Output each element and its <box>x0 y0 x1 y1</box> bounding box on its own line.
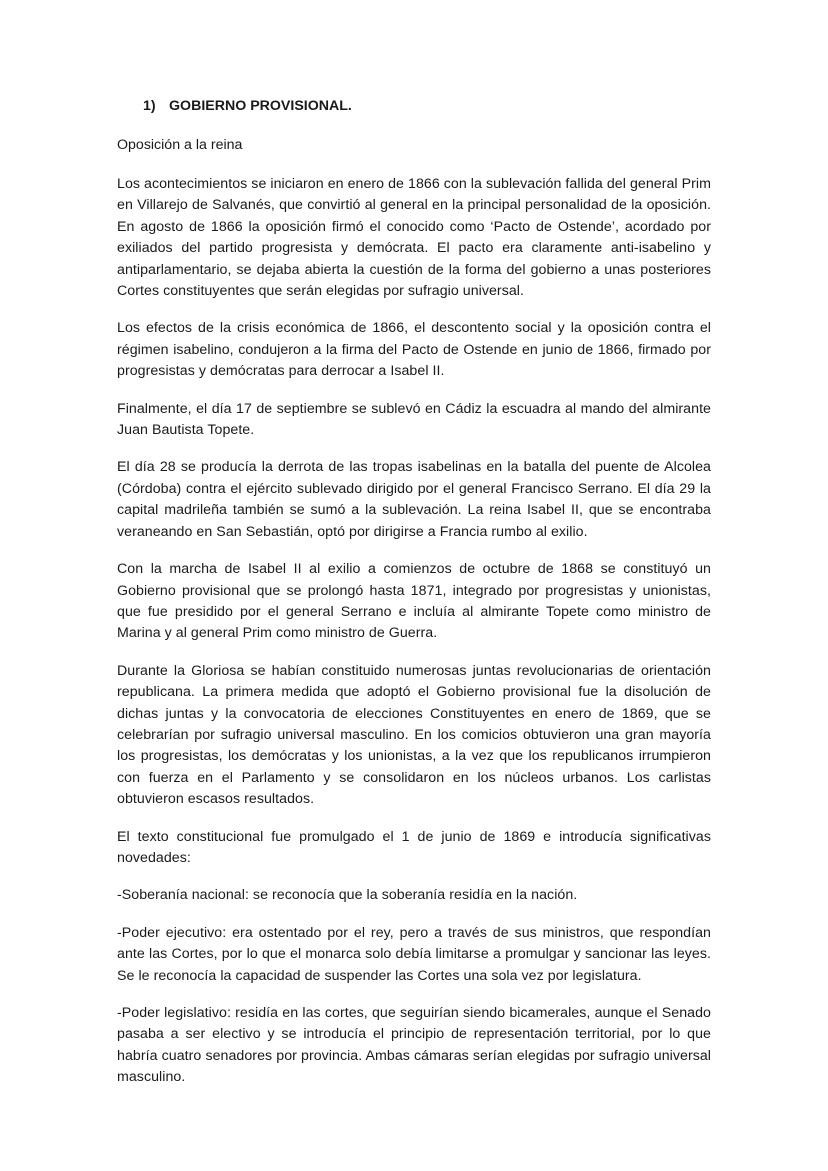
subsection-title: Oposición a la reina <box>117 137 243 153</box>
paragraph: Los efectos de la crisis económica de 1866, el descontento social y la oposición contra el régimen isabelino, condujeron a la firma del Pacto de Ostende en junio de 1866, firmado por progresistas y demócratas para derrocar a Isabel II. <box>117 320 711 380</box>
section-number: 1) <box>143 98 156 114</box>
paragraph: Los acontecimientos se iniciaron en enero de 1866 con la sublevación fallida del general Prim en Villarejo de Salvanés, que convirtió al general en la principal personalidad de la oposición. En agosto de 1866 la oposición firmó el conocido como ‘Pacto de Ostende’, acordado por exiliados del partido progresista y demócrata. El pacto era claramente anti-isabelino y antiparlamentario, se dejaba abierta la cuestión de la forma del gobierno a unas posteriores Cortes constituyentes que serán elegidas por sufragio universal. <box>117 176 711 300</box>
list-item: -Poder legislativo: residía en las cortes, que seguirían siendo bicamerales, aunque el Senado pasaba a ser electivo y se introducía el principio de representación territorial, por lo que habría cuatro senadores por provincia. Ambas cámaras serían elegidas por sufragio universal masculino. <box>117 1005 711 1086</box>
paragraph: Con la marcha de Isabel II al exilio a comienzos de octubre de 1868 se constituyó un Gobierno provisional que se prolongó hasta 1871, integrado por progresistas y unionistas, que fue presidido por el general Serrano e incluía al almirante Topete como ministro de Marina y al general Prim como ministro de Guerra. <box>117 561 711 642</box>
document-page <box>117 96 711 1105</box>
paragraph: El texto constitucional fue promulgado el 1 de junio de 1869 e introducía significativas novedades: <box>117 828 711 866</box>
list-item: -Soberanía nacional: se reconocía que la soberanía residía en la nación. <box>117 887 578 904</box>
paragraph: Durante la Gloriosa se habían constituido numerosas juntas revolucionarias de orientación republicana. La primera medida que adoptó el Gobierno provisional fue la disolución de dichas juntas y la convocatoria de elecciones Constituyentes en enero de 1869, que se celebrarían por sufragio universal masculino. En los comicios obtuvieron una gran mayoría los progresistas, los demócratas y los unionistas, a la vez que los republicanos irrumpieron con fuerza en el Parlamento y se consolidaron en los núcleos urbanos. Los carlistas obtuvieron escasos resultados. <box>117 662 711 808</box>
list-item: -Poder ejecutivo: era ostentado por el rey, pero a través de sus ministros, que respondían ante las Cortes, por lo que el monarca solo debía limitarse a promulgar y sancionar las leyes. Se le reconocía la capacidad de suspender las Cortes una sola vez por legislatura. <box>117 924 711 984</box>
section-title: GOBIERNO PROVISIONAL. <box>169 98 352 114</box>
paragraph: El día 28 se producía la derrota de las tropas isabelinas en la batalla del puente de Alcolea (Córdoba) contra el ejército sublevado dirigido por el general Francisco Serrano. El día 29 la capital madrileña también se sumó a la sublevación. La reina Isabel II, que se encontraba veraneando en San Sebastián, optó por dirigirse a Francia rumbo al exilio. <box>117 459 711 540</box>
paragraph: Finalmente, el día 17 de septiembre se sublevó en Cádiz la escuadra al mando del almirante Juan Bautista Topete. <box>117 400 711 439</box>
section-heading <box>117 96 711 117</box>
